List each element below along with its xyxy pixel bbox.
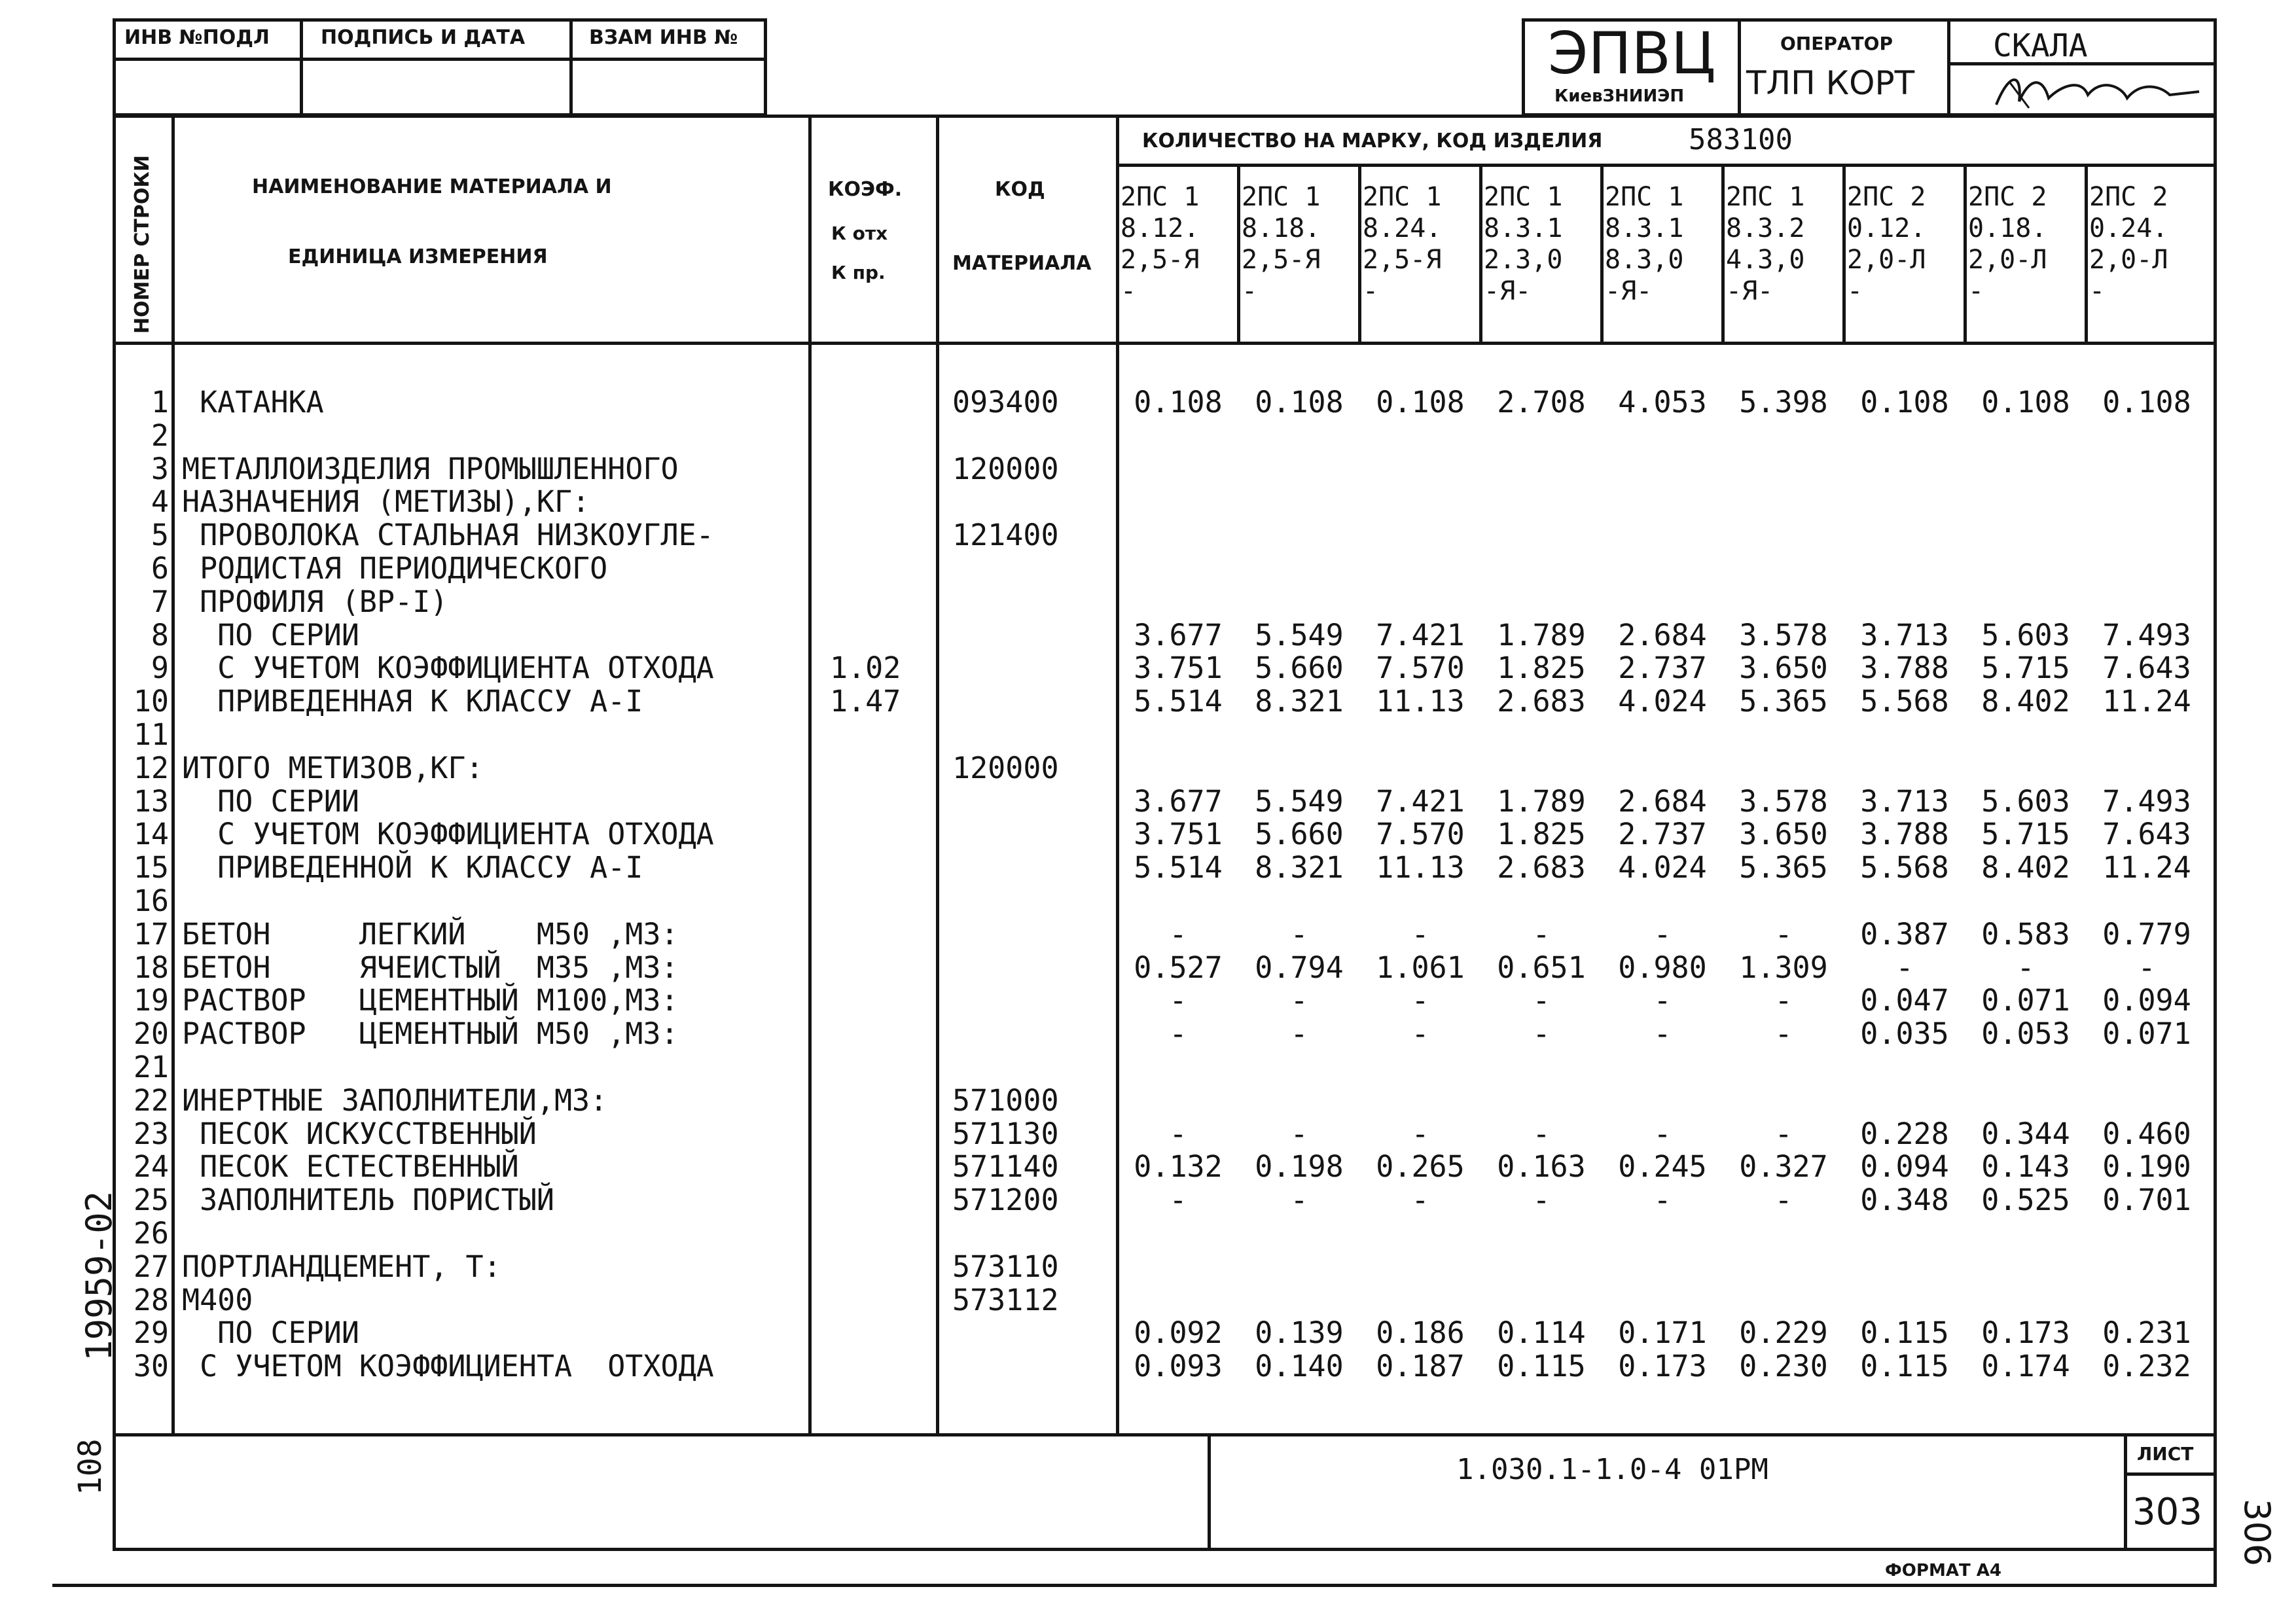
quantity-value: 0.108 <box>1981 385 2070 419</box>
material-name: ПОРТЛАНДЦЕМЕНТ, Т: <box>182 1249 501 1284</box>
quantity-value: 0.228 <box>1860 1116 1949 1151</box>
quantity-value: 3.650 <box>1739 651 1828 685</box>
material-code: 093400 <box>952 385 1059 419</box>
quantity-value: 1.789 <box>1497 784 1586 819</box>
material-name: М400 <box>182 1283 253 1317</box>
quantity-value: 0.143 <box>1981 1149 2070 1184</box>
quantity-value: - <box>1411 1116 1429 1151</box>
material-name: ПЕСОК ИСКУССТВЕННЫЙ <box>182 1116 537 1151</box>
material-name: ПО СЕРИИ <box>182 784 359 819</box>
quantity-value: 0.701 <box>2102 1183 2191 1217</box>
row-number: 25 <box>133 1183 169 1217</box>
quantity-value: - <box>1290 1016 1308 1051</box>
quantity-value: 5.514 <box>1134 684 1223 719</box>
quantity-value: 5.549 <box>1255 784 1344 819</box>
product-mark-line: - <box>1121 276 1137 306</box>
product-mark-line: - <box>2089 276 2106 306</box>
podpis-data-label: ПОДПИСЬ И ДАТА <box>321 26 526 49</box>
quantity-value: - <box>1653 917 1672 952</box>
quantity-value: 3.788 <box>1860 817 1949 851</box>
quantity-value: 5.660 <box>1255 817 1344 851</box>
quantity-value: 7.493 <box>2102 618 2191 652</box>
quantity-value: 1.309 <box>1739 950 1828 985</box>
quantity-value: - <box>1774 1183 1793 1217</box>
quantity-value: 0.525 <box>1981 1183 2070 1217</box>
quantity-value: 7.643 <box>2102 651 2191 685</box>
product-mark-line: 2,5-Я <box>1121 245 1200 275</box>
col-sep <box>808 115 812 1433</box>
product-code: 583100 <box>1689 123 1793 156</box>
quantity-value: - <box>1532 1116 1551 1151</box>
quantity-value: 0.108 <box>1255 385 1344 419</box>
row-number: 12 <box>133 751 169 785</box>
row-number: 7 <box>151 584 169 619</box>
quantity-value: 5.603 <box>1981 784 2070 819</box>
product-mark-line: 2,0-Л <box>2089 245 2168 275</box>
quantity-value: 0.139 <box>1255 1315 1344 1350</box>
row-number: 10 <box>133 684 169 719</box>
margin-code: 19959-02 <box>79 1190 120 1361</box>
quantity-value: - <box>1411 1016 1429 1051</box>
quantity-value: - <box>1169 983 1187 1018</box>
row-number: 16 <box>133 883 169 918</box>
quantity-value: 0.115 <box>1860 1315 1949 1350</box>
material-name: МЕТАЛЛОИЗДЕЛИЯ ПРОМЫШЛЕННОГО <box>182 452 679 486</box>
quantity-value: - <box>1774 1116 1793 1151</box>
quantity-value: 5.365 <box>1739 850 1828 885</box>
quantity-value: 8.402 <box>1981 850 2070 885</box>
material-name: ПЕСОК ЕСТЕСТВЕННЫЙ <box>182 1149 519 1184</box>
row-number: 30 <box>133 1349 169 1383</box>
quantity-value: 0.327 <box>1739 1149 1828 1184</box>
footer-sep <box>2124 1472 2217 1476</box>
material-code: 573112 <box>952 1283 1059 1317</box>
quantity-value: 5.514 <box>1134 850 1223 885</box>
row-number: 23 <box>133 1116 169 1151</box>
quantity-value: 0.115 <box>1497 1349 1586 1383</box>
quantity-value: 7.643 <box>2102 817 2191 851</box>
material-name: ПРОВОЛОКА СТАЛЬНАЯ НИЗКОУГЛЕ- <box>182 518 714 552</box>
document-code: 1.030.1-1.0-4 01РМ <box>1456 1453 1768 1486</box>
row-number: 21 <box>133 1050 169 1084</box>
product-mark-line: -Я- <box>1726 276 1774 306</box>
quantity-value: - <box>1653 983 1672 1018</box>
quantity-value: 0.094 <box>2102 983 2191 1018</box>
quantity-value: - <box>1290 917 1308 952</box>
quantity-value: 0.173 <box>1981 1315 2070 1350</box>
material-code: 571140 <box>952 1149 1059 1184</box>
signature <box>1983 65 2206 118</box>
quantity-value: - <box>1290 983 1308 1018</box>
quantity-value: 0.186 <box>1376 1315 1465 1350</box>
quantity-value: - <box>1290 1116 1308 1151</box>
quantity-value: 0.047 <box>1860 983 1949 1018</box>
quantity-value: 0.980 <box>1618 950 1707 985</box>
row-number: 28 <box>133 1283 169 1317</box>
org-title: ЭПВЦ <box>1548 20 1716 87</box>
footer-sep <box>1208 1433 1211 1551</box>
sheet-label: ЛИСТ <box>2137 1443 2194 1465</box>
product-mark-line: - <box>1968 276 1984 306</box>
quantity-value: 0.187 <box>1376 1349 1465 1383</box>
quantity-value: - <box>1895 950 1914 985</box>
quantity-value: 0.108 <box>1134 385 1223 419</box>
row-number: 8 <box>151 618 169 652</box>
quantity-value: - <box>1169 917 1187 952</box>
quantity-value: 0.094 <box>1860 1149 1949 1184</box>
material-code: 121400 <box>952 518 1059 552</box>
quantity-value: 4.024 <box>1618 684 1707 719</box>
page-bottom-line <box>52 1584 2217 1587</box>
quantity-value: 5.549 <box>1255 618 1344 652</box>
quantity-value: 0.344 <box>1981 1116 2070 1151</box>
quantity-value: - <box>1532 1183 1551 1217</box>
product-mark-line: 2ПС 1 <box>1605 182 1684 212</box>
quantity-value: 0.115 <box>1860 1349 1949 1383</box>
quantity-value: 0.132 <box>1134 1149 1223 1184</box>
quantity-value: 11.13 <box>1376 684 1465 719</box>
quantity-value: 7.421 <box>1376 784 1465 819</box>
material-code: 571130 <box>952 1116 1059 1151</box>
quantity-value: 0.245 <box>1618 1149 1707 1184</box>
quantity-value: 5.398 <box>1739 385 1828 419</box>
material-name: НАЗНАЧЕНИЯ (МЕТИЗЫ),КГ: <box>182 484 590 519</box>
coef-header-3: К пр. <box>831 262 886 283</box>
material-name: РАСТВОР ЦЕМЕНТНЫЙ М50 ,М3: <box>182 1016 679 1051</box>
quantity-value: 11.13 <box>1376 850 1465 885</box>
quantity-value: 0.229 <box>1739 1315 1828 1350</box>
operator-label: ОПЕРАТОР <box>1780 33 1893 54</box>
quantity-value: 0.779 <box>2102 917 2191 952</box>
quantity-value: 8.321 <box>1255 850 1344 885</box>
product-mark-line: 8.3.1 <box>1484 213 1563 243</box>
row-number: 13 <box>133 784 169 819</box>
col-sep <box>936 115 939 1433</box>
quantity-value: 7.421 <box>1376 618 1465 652</box>
product-mark-line: 2ПС 1 <box>1363 182 1442 212</box>
row-number: 29 <box>133 1315 169 1350</box>
row-number: 5 <box>151 518 169 552</box>
quantity-value: 0.232 <box>2102 1349 2191 1383</box>
quantity-value: 0.527 <box>1134 950 1223 985</box>
material-code: 571000 <box>952 1083 1059 1118</box>
product-mark-line: 8.3,0 <box>1605 245 1684 275</box>
row-number: 26 <box>133 1216 169 1251</box>
quantity-value: 7.493 <box>2102 784 2191 819</box>
material-name: РАСТВОР ЦЕМЕНТНЫЙ М100,М3: <box>182 983 679 1018</box>
material-name: РОДИСТАЯ ПЕРИОДИЧЕСКОГО <box>182 551 608 586</box>
product-mark-line: 8.3.1 <box>1605 213 1684 243</box>
body-bottom <box>113 1433 2217 1436</box>
quantity-value: - <box>2017 950 2035 985</box>
material-code: 571200 <box>952 1183 1059 1217</box>
product-mark-line: 0.18. <box>1968 213 2047 243</box>
row-number: 3 <box>151 452 169 486</box>
quantity-value: - <box>1411 983 1429 1018</box>
quantity-value: 0.460 <box>2102 1116 2191 1151</box>
row-number: 24 <box>133 1149 169 1184</box>
material-code: 573110 <box>952 1249 1059 1284</box>
quantity-value: 5.603 <box>1981 618 2070 652</box>
material-code: 120000 <box>952 751 1059 785</box>
quantity-value: 0.348 <box>1860 1183 1949 1217</box>
quantity-value: 2.684 <box>1618 618 1707 652</box>
material-name-header-1: НАИМЕНОВАНИЕ МАТЕРИАЛА И <box>252 175 612 198</box>
quantity-header: КОЛИЧЕСТВО НА МАРКУ, КОД ИЗДЕЛИЯ <box>1142 130 1603 152</box>
vzam-inv-label: ВЗАМ ИНВ № <box>589 26 738 49</box>
product-mark-line: 2ПС 1 <box>1121 182 1200 212</box>
quantity-value: 3.751 <box>1134 817 1223 851</box>
quantity-value: 0.140 <box>1255 1349 1344 1383</box>
quantity-value: 1.789 <box>1497 618 1586 652</box>
quantity-value: 3.713 <box>1860 618 1949 652</box>
quantity-value: 5.715 <box>1981 651 2070 685</box>
product-mark-line: - <box>1242 276 1258 306</box>
quantity-value: 3.751 <box>1134 651 1223 685</box>
row-number: 15 <box>133 850 169 885</box>
product-mark-line: 8.3.2 <box>1726 213 1805 243</box>
quantity-value: 1.825 <box>1497 651 1586 685</box>
material-name: БЕТОН ЯЧЕИСТЫЙ М35 ,М3: <box>182 950 679 985</box>
stamp-divider <box>569 18 573 116</box>
row-number: 22 <box>133 1083 169 1118</box>
quantity-value: 0.071 <box>1981 983 2070 1018</box>
quantity-value: 2.683 <box>1497 684 1586 719</box>
quantity-value: 3.788 <box>1860 651 1949 685</box>
quantity-value: - <box>1532 1016 1551 1051</box>
code-header-1: КОД <box>995 178 1045 201</box>
quantity-value: - <box>1290 1183 1308 1217</box>
product-mark-line: 2ПС 1 <box>1484 182 1563 212</box>
quantity-value: 3.677 <box>1134 618 1223 652</box>
quantity-value: 11.24 <box>2102 850 2191 885</box>
product-mark-line: 2ПС 1 <box>1242 182 1321 212</box>
quantity-value: 11.24 <box>2102 684 2191 719</box>
product-mark-line: 8.12. <box>1121 213 1200 243</box>
material-name: ИНЕРТНЫЕ ЗАПОЛНИТЕЛИ,М3: <box>182 1083 608 1118</box>
quantity-value: - <box>1169 1183 1187 1217</box>
product-mark-line: 2,5-Я <box>1363 245 1442 275</box>
row-number: 6 <box>151 551 169 586</box>
quantity-value: 1.061 <box>1376 950 1465 985</box>
row-number: 4 <box>151 484 169 519</box>
quantity-value: - <box>1653 1183 1672 1217</box>
quantity-value: 2.737 <box>1618 651 1707 685</box>
quantity-value: - <box>1411 917 1429 952</box>
row-number: 9 <box>151 651 169 685</box>
quantity-value: 0.230 <box>1739 1349 1828 1383</box>
quantity-value: 0.108 <box>2102 385 2191 419</box>
quantity-value: - <box>1774 917 1793 952</box>
quantity-value: - <box>1532 917 1551 952</box>
quantity-value: - <box>1411 1183 1429 1217</box>
quantity-value: 2.737 <box>1618 817 1707 851</box>
quantity-value: 5.568 <box>1860 684 1949 719</box>
format-label: ФОРМАТ А4 <box>1885 1561 2001 1580</box>
quantity-value: 0.114 <box>1497 1315 1586 1350</box>
product-mark-line: 2.3,0 <box>1484 245 1563 275</box>
quantity-value: - <box>2138 950 2156 985</box>
quantity-value: 7.570 <box>1376 817 1465 851</box>
quantity-value: - <box>1532 983 1551 1018</box>
quantity-value: - <box>1653 1116 1672 1151</box>
org-divider <box>1738 18 1741 116</box>
row-number: 14 <box>133 817 169 851</box>
quantity-value: 0.265 <box>1376 1149 1465 1184</box>
quantity-value: 3.578 <box>1739 618 1828 652</box>
quantity-value: 3.578 <box>1739 784 1828 819</box>
stamp-divider <box>113 58 767 61</box>
footer-sep <box>2124 1433 2127 1551</box>
quantity-value: 1.825 <box>1497 817 1586 851</box>
quantity-value: 5.568 <box>1860 850 1949 885</box>
product-mark-line: -Я- <box>1605 276 1653 306</box>
quantity-value: 2.708 <box>1497 385 1586 419</box>
row-number: 19 <box>133 983 169 1018</box>
quantity-value: 0.173 <box>1618 1349 1707 1383</box>
row-number-header: НОМЕР СТРОКИ <box>131 155 154 334</box>
product-mark-line: 0.12. <box>1847 213 1926 243</box>
material-name: ЗАПОЛНИТЕЛЬ ПОРИСТЫЙ <box>182 1183 554 1217</box>
row-number: 11 <box>133 717 169 752</box>
quantity-value: 0.108 <box>1376 385 1465 419</box>
quantity-value: - <box>1774 983 1793 1018</box>
quantity-value: 0.108 <box>1860 385 1949 419</box>
inv-podl-label: ИНВ №ПОДЛ <box>124 26 270 49</box>
quantity-value: 0.092 <box>1134 1315 1223 1350</box>
material-name: ИТОГО МЕТИЗОВ,КГ: <box>182 751 484 785</box>
row-number: 17 <box>133 917 169 952</box>
material-name: С УЧЕТОМ КОЭФФИЦИЕНТА ОТХОДА <box>182 817 714 851</box>
row-number: 18 <box>133 950 169 985</box>
operator-value: ТЛП КОРТ <box>1746 64 1915 102</box>
org-divider <box>1947 18 1950 116</box>
material-name: ПО СЕРИИ <box>182 618 359 652</box>
product-mark-line: 8.18. <box>1242 213 1321 243</box>
quantity-value: 0.053 <box>1981 1016 2070 1051</box>
product-mark-line: -Я- <box>1484 276 1532 306</box>
org-subtitle: КиевЗНИИЭП <box>1554 86 1685 106</box>
product-mark-line: 2ПС 1 <box>1726 182 1805 212</box>
coef-header-1: КОЭФ. <box>828 178 903 201</box>
material-name: КАТАНКА <box>182 385 324 419</box>
material-name: ПРОФИЛЯ (ВР-I) <box>182 584 448 619</box>
quantity-value: 5.365 <box>1739 684 1828 719</box>
quantity-value: 0.163 <box>1497 1149 1586 1184</box>
quantity-value: 2.684 <box>1618 784 1707 819</box>
quantity-value: 4.053 <box>1618 385 1707 419</box>
material-name: ПРИВЕДЕННАЯ К КЛАССУ А-I <box>182 684 643 719</box>
right-edge-line <box>2214 1551 2217 1587</box>
quantity-value: 5.660 <box>1255 651 1344 685</box>
sheet-number: 303 <box>2132 1491 2202 1533</box>
row-number: 27 <box>133 1249 169 1284</box>
product-mark-line: 8.24. <box>1363 213 1442 243</box>
col-sep <box>1116 115 1119 1433</box>
quantity-value: 0.190 <box>2102 1149 2191 1184</box>
quantity-value: 3.713 <box>1860 784 1949 819</box>
coefficient: 1.02 <box>830 651 901 685</box>
stamp-divider <box>300 18 303 116</box>
quantity-value: 0.035 <box>1860 1016 1949 1051</box>
code-header-2: МАТЕРИАЛА <box>952 252 1092 275</box>
quantity-value: 0.794 <box>1255 950 1344 985</box>
product-mark-line: - <box>1847 276 1863 306</box>
row-number: 2 <box>151 418 169 453</box>
quantity-value: 3.677 <box>1134 784 1223 819</box>
quantity-value: 3.650 <box>1739 817 1828 851</box>
quantity-value: 7.570 <box>1376 651 1465 685</box>
quantity-value: - <box>1653 1016 1672 1051</box>
quantity-value: - <box>1169 1116 1187 1151</box>
coef-header-2: К отх <box>831 223 888 244</box>
quantity-value: 0.071 <box>2102 1016 2191 1051</box>
quantity-value: - <box>1774 1016 1793 1051</box>
product-mark-line: 2,0-Л <box>1968 245 2047 275</box>
quantity-value: 0.093 <box>1134 1349 1223 1383</box>
product-mark-line: 2ПС 2 <box>2089 182 2168 212</box>
coefficient: 1.47 <box>830 684 901 719</box>
product-mark-line: 2,0-Л <box>1847 245 1926 275</box>
col-sep <box>171 115 175 1433</box>
product-mark-line: 2ПС 2 <box>1968 182 2047 212</box>
quantity-value: 4.024 <box>1618 850 1707 885</box>
material-name-header-2: ЕДИНИЦА ИЗМЕРЕНИЯ <box>288 245 548 268</box>
quantity-value: 0.651 <box>1497 950 1586 985</box>
material-name: БЕТОН ЛЕГКИЙ М50 ,М3: <box>182 917 679 952</box>
org-name: СКАЛА <box>1993 27 2088 64</box>
material-name: С УЧЕТОМ КОЭФФИЦИЕНТА ОТХОДА <box>182 651 714 685</box>
header-sep <box>1116 164 2217 167</box>
material-name: С УЧЕТОМ КОЭФФИЦИЕНТА ОТХОДА <box>182 1349 714 1383</box>
product-mark-line: 2ПС 2 <box>1847 182 1926 212</box>
product-mark-line: - <box>1363 276 1379 306</box>
margin-number: 108 <box>72 1438 109 1495</box>
product-mark-line: 4.3,0 <box>1726 245 1805 275</box>
quantity-value: 0.387 <box>1860 917 1949 952</box>
row-number: 20 <box>133 1016 169 1051</box>
quantity-value: 8.402 <box>1981 684 2070 719</box>
row-number: 1 <box>151 385 169 419</box>
quantity-value: 0.198 <box>1255 1149 1344 1184</box>
quantity-value: 2.683 <box>1497 850 1586 885</box>
material-code: 120000 <box>952 452 1059 486</box>
quantity-value: 0.583 <box>1981 917 2070 952</box>
product-mark-line: 2,5-Я <box>1242 245 1321 275</box>
quantity-value: - <box>1169 1016 1187 1051</box>
header-sep <box>113 342 2217 345</box>
quantity-value: 0.171 <box>1618 1315 1707 1350</box>
quantity-value: 8.321 <box>1255 684 1344 719</box>
quantity-value: 0.231 <box>2102 1315 2191 1350</box>
product-mark-line: 0.24. <box>2089 213 2168 243</box>
material-name: ПРИВЕДЕННОЙ К КЛАССУ А-I <box>182 850 643 885</box>
page-side-number: 306 <box>2236 1499 2278 1567</box>
material-name: ПО СЕРИИ <box>182 1315 359 1350</box>
quantity-value: 0.174 <box>1981 1349 2070 1383</box>
quantity-value: 5.715 <box>1981 817 2070 851</box>
